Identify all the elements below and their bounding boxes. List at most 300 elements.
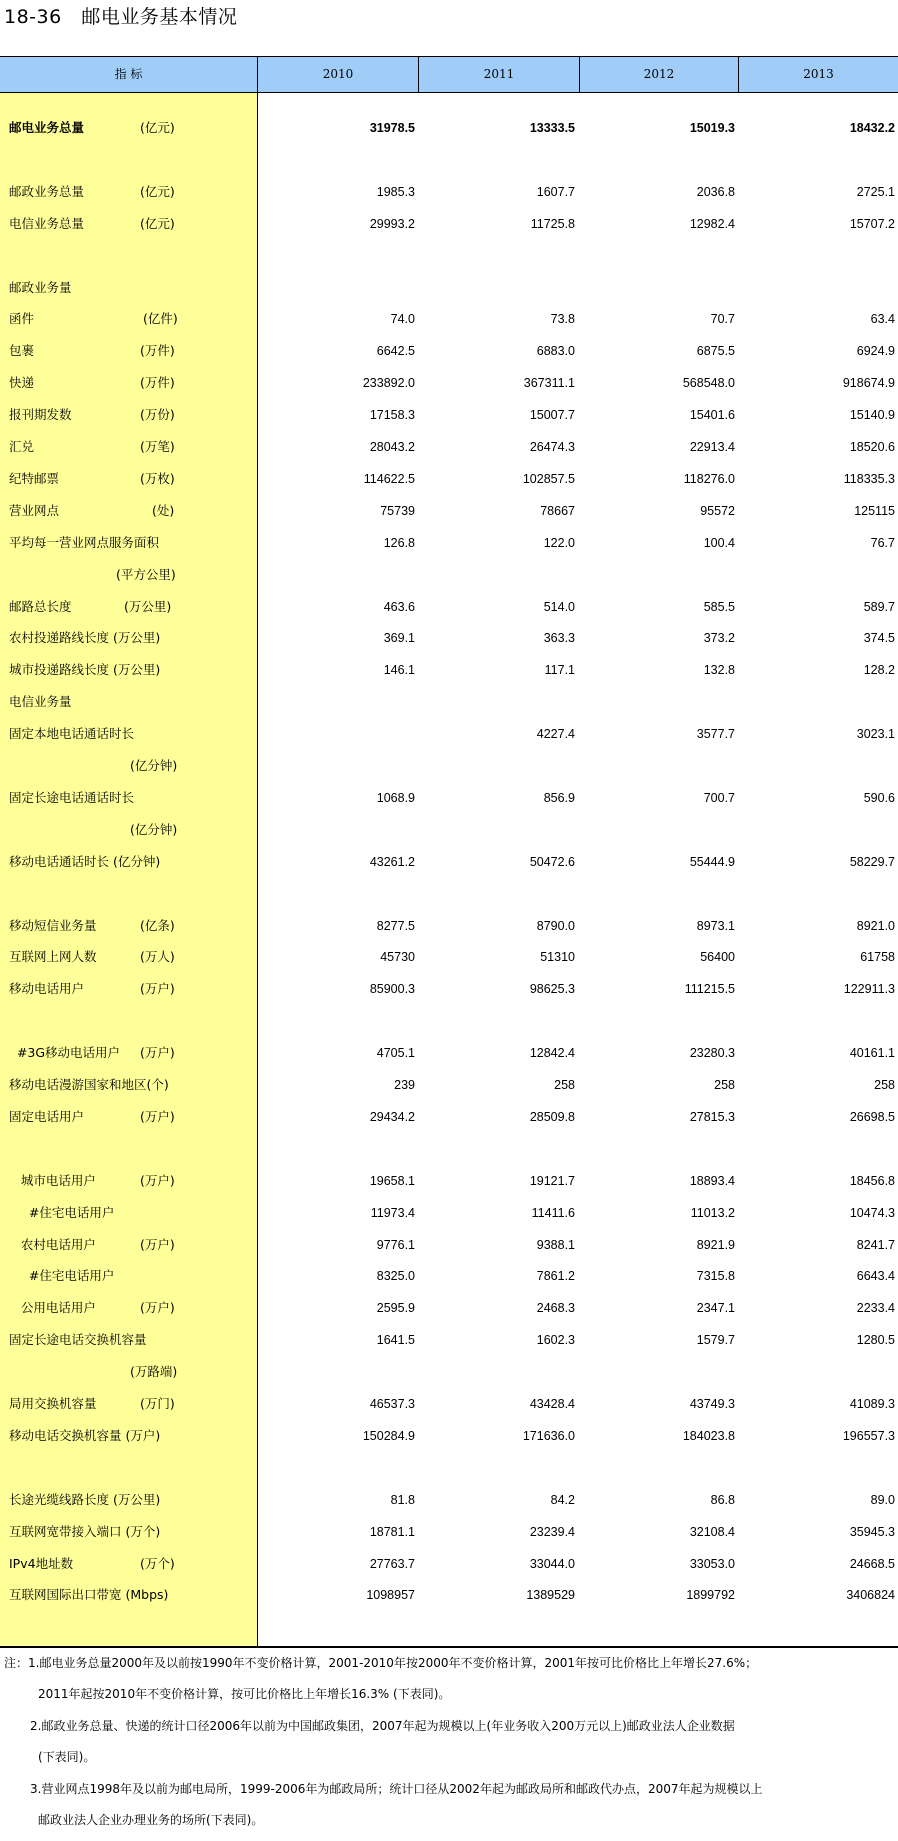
cell-2012 [585, 559, 735, 591]
cell-2013: 63.4 [870, 312, 895, 327]
row-label: 电信业务量 [9, 694, 72, 710]
cell-2012: 258 [714, 1078, 735, 1092]
cell-2013: 374.5 [863, 631, 895, 646]
header-year-2012: 2012 [643, 67, 675, 81]
cell-2010: 31978.5 [369, 121, 415, 135]
table-row [0, 941, 898, 973]
cell-2013 [745, 1005, 895, 1037]
cell-2010: 46537.3 [369, 1397, 415, 1411]
cell-2010: 1098957 [366, 1588, 415, 1603]
row-unit: (万人) [140, 949, 175, 965]
row-unit: (万件) [140, 343, 175, 359]
cell-2012: 184023.8 [682, 1428, 735, 1443]
cell-2013 [745, 559, 895, 591]
cell-2010: 150284.9 [362, 1428, 415, 1443]
cell-2011: 1607.7 [536, 184, 575, 199]
table-row [0, 1133, 898, 1165]
cell-2011 [425, 1005, 575, 1037]
table-row [0, 463, 898, 495]
row-label: 营业网点 [9, 502, 60, 518]
note-line: 3.营业网点1998年及以前为邮电局所，1999-2006年为邮政局所；统计口径从2002年起为邮政局所和邮政代办点，2007年起为规模以上 [30, 1782, 763, 1796]
row-unit: (处) [152, 502, 175, 518]
table-row [0, 622, 898, 654]
row-unit: (万件) [140, 375, 175, 391]
cell-2011: 11725.8 [530, 216, 575, 231]
row-label: 函件 [9, 311, 35, 327]
cell-2012 [585, 1005, 735, 1037]
cell-2012 [585, 814, 735, 846]
cell-2012: 18893.4 [689, 1173, 735, 1188]
cell-2013: 118335.3 [843, 471, 895, 486]
table-row [0, 1548, 898, 1580]
cell-2011 [425, 240, 575, 272]
cell-2012: 585.5 [703, 599, 735, 614]
row-label: 城市投递路线长度 (万公里) [9, 662, 161, 678]
cell-2011: 73.8 [550, 312, 575, 327]
row-label: 报刊期发数 [9, 407, 72, 423]
cell-2011: 258 [554, 1078, 575, 1092]
row-label: 固定长途电话交换机容量 [9, 1332, 147, 1348]
cell-2013: 24668.5 [849, 1556, 895, 1571]
cell-2011: 50472.6 [529, 854, 575, 869]
table-header [0, 56, 898, 93]
cell-2013: 18520.6 [849, 440, 895, 454]
cell-2013: 41089.3 [849, 1397, 895, 1411]
cell-2010 [265, 559, 415, 591]
cell-2010: 27763.7 [369, 1556, 415, 1571]
row-label: 平均每一营业网点服务面积 [9, 534, 160, 550]
cell-2012: 132.8 [703, 663, 735, 678]
cell-2012: 118276.0 [683, 471, 735, 486]
row-label: 城市电话用户 [9, 1172, 96, 1188]
table-row [0, 495, 898, 527]
cell-2011 [425, 144, 575, 176]
cell-2013 [745, 1452, 895, 1484]
cell-2013 [745, 686, 895, 718]
cell-2010 [265, 814, 415, 846]
cell-2013: 589.7 [863, 599, 895, 614]
cell-2010: 233892.0 [362, 376, 415, 391]
cell-2012: 373.2 [703, 631, 735, 646]
header-year-2011: 2011 [483, 67, 515, 81]
table-row [0, 1452, 898, 1484]
cell-2010 [265, 1452, 415, 1484]
cell-2013: 26698.5 [849, 1109, 895, 1124]
cell-2012 [585, 1452, 735, 1484]
cell-2011: 856.9 [543, 790, 575, 805]
cell-2011: 43428.4 [529, 1397, 575, 1411]
table-row [0, 718, 898, 750]
cell-2011 [425, 1356, 575, 1388]
table-row [0, 1292, 898, 1324]
row-label: 快递 [9, 375, 35, 391]
table-row [0, 1037, 898, 1069]
note-line: (下表同)。 [38, 1750, 96, 1764]
cell-2013: 58229.7 [849, 854, 895, 869]
cell-2013: 2233.4 [856, 1301, 895, 1316]
cell-2012: 55444.9 [689, 854, 735, 869]
cell-2010: 29434.2 [369, 1109, 415, 1124]
table-row [0, 367, 898, 399]
table-row [0, 1579, 898, 1611]
cell-2010: 239 [394, 1078, 415, 1092]
cell-2010: 2595.9 [376, 1301, 415, 1316]
row-unit: (万公里) [124, 598, 172, 614]
cell-2011: 6883.0 [536, 344, 575, 359]
table-row [0, 272, 898, 304]
cell-2011: 84.2 [550, 1492, 575, 1507]
cell-2010: 45730 [380, 950, 415, 965]
row-label: 局用交换机容量 [9, 1396, 97, 1411]
cell-2013: 6924.9 [856, 344, 895, 359]
cell-2013: 258 [874, 1078, 895, 1092]
cell-2010: 18781.1 [369, 1524, 415, 1539]
cell-2011: 1389529 [526, 1588, 575, 1603]
cell-2010 [265, 878, 415, 910]
cell-2010 [265, 272, 415, 304]
table-row [0, 399, 898, 431]
table-row [0, 1165, 898, 1197]
cell-2013: 122911.3 [843, 982, 895, 997]
cell-2010: 8277.5 [376, 918, 415, 933]
table-row [0, 1484, 898, 1516]
cell-2010: 146.1 [383, 663, 415, 678]
note-line: 2.邮政业务总量、快递的统计口径2006年以前为中国邮政集团，2007年起为规模以上(年业务收入200万元以上)邮政业法人企业数据 [30, 1719, 735, 1733]
cell-2010: 8325.0 [376, 1269, 415, 1284]
row-unit: (亿元) [140, 120, 175, 135]
cell-2013 [745, 878, 895, 910]
row-unit: (万户) [140, 981, 175, 997]
cell-2013 [745, 240, 895, 272]
row-label: 邮政业务量 [9, 279, 72, 295]
cell-2013: 125115 [854, 503, 895, 518]
cell-2012 [585, 686, 735, 718]
cell-2010 [265, 1356, 415, 1388]
table-row [0, 1197, 898, 1229]
cell-2010: 81.8 [390, 1492, 415, 1507]
cell-2011 [425, 750, 575, 782]
row-unit: (万户) [140, 1172, 175, 1188]
row-label: 固定长途电话通话时长 [9, 789, 135, 805]
table-row [0, 1260, 898, 1292]
cell-2010: 9776.1 [376, 1237, 415, 1252]
cell-2011: 98625.3 [529, 982, 575, 997]
row-label: 固定电话用户 [9, 1108, 85, 1124]
cell-2010: 463.6 [383, 599, 415, 614]
table-row [0, 750, 898, 782]
cell-2012: 95572 [700, 503, 735, 518]
cell-2011 [425, 272, 575, 304]
row-unit: (万枚) [140, 470, 175, 486]
cell-2012: 43749.3 [689, 1397, 735, 1411]
row-label: 包裹 [9, 343, 35, 359]
table-row [0, 240, 898, 272]
cell-2012: 111215.5 [684, 982, 735, 997]
cell-2011 [425, 1452, 575, 1484]
cell-2010 [265, 718, 415, 750]
row-label: 农村投递路线长度 (万公里) [9, 630, 161, 646]
cell-2013: 35945.3 [849, 1524, 895, 1539]
cell-2012: 2036.8 [696, 184, 735, 199]
cell-2012: 32108.4 [689, 1524, 735, 1539]
table-row [0, 176, 898, 208]
cell-2010: 74.0 [390, 312, 415, 327]
row-label: 汇兑 [9, 439, 35, 454]
row-label: IPv4地址数 [9, 1555, 74, 1571]
cell-2010: 369.1 [383, 631, 415, 646]
row-label: 移动电话用户 [9, 981, 85, 997]
cell-2013 [745, 272, 895, 304]
cell-2011 [425, 686, 575, 718]
cell-2011 [425, 1133, 575, 1165]
table-row [0, 1388, 898, 1420]
row-unit: (万户) [140, 1300, 175, 1316]
cell-2012: 70.7 [710, 312, 735, 327]
cell-2011: 102857.5 [522, 471, 575, 486]
cell-2011: 13333.5 [529, 121, 575, 135]
cell-2011: 4227.4 [536, 727, 575, 742]
cell-2011: 171636.0 [522, 1428, 575, 1443]
note-line: 注：1.邮电业务总量2000年及以前按1990年不变价格计算，2001-2010年按2000年不变价格计算，2001年按可比价格比上年增长27.6%； [4, 1656, 758, 1670]
cell-2012: 23280.3 [689, 1046, 735, 1061]
cell-2010: 1985.3 [376, 184, 415, 199]
cell-2013 [745, 1133, 895, 1165]
data-table [0, 56, 898, 1647]
row-unit: (万户) [140, 1045, 175, 1061]
row-label: #住宅电话用户 [9, 1204, 115, 1220]
table-row [0, 1356, 898, 1388]
row-unit: (万份) [140, 407, 175, 423]
cell-2012: 56400 [700, 950, 735, 965]
row-unit: (万户) [140, 1236, 175, 1252]
cell-2010 [265, 240, 415, 272]
cell-2012: 1579.7 [696, 1333, 735, 1348]
cell-2010: 28043.2 [369, 440, 415, 454]
row-unit: (亿条) [140, 917, 175, 933]
row-label: 邮政业务总量 [9, 183, 85, 199]
cell-2011: 33044.0 [529, 1556, 575, 1571]
cell-2010: 126.8 [383, 535, 415, 550]
table-row [0, 1005, 898, 1037]
cell-2011: 363.3 [543, 631, 575, 646]
cell-2010: 19658.1 [369, 1173, 415, 1188]
cell-2013: 196557.3 [842, 1428, 895, 1443]
table-row [0, 654, 898, 686]
cell-2013: 2725.1 [856, 184, 895, 199]
cell-2013: 10474.3 [849, 1205, 895, 1220]
cell-2012: 33053.0 [689, 1556, 735, 1571]
cell-2011: 28509.8 [529, 1109, 575, 1124]
cell-2012: 700.7 [703, 790, 735, 805]
cell-2011 [425, 559, 575, 591]
table-row [0, 559, 898, 591]
row-label: 邮电业务总量 [9, 120, 85, 135]
cell-2010: 1641.5 [376, 1333, 415, 1348]
cell-2013: 3406824 [846, 1588, 895, 1603]
cell-2012: 86.8 [710, 1492, 735, 1507]
row-label: 邮路总长度 [9, 598, 72, 614]
table-row [0, 1069, 898, 1101]
row-unit: (亿件) [143, 311, 178, 327]
cell-2011: 367311.1 [523, 376, 575, 391]
cell-2010 [265, 144, 415, 176]
cell-2012: 6875.5 [696, 344, 735, 359]
row-unit: (亿元) [140, 215, 175, 231]
cell-2013 [745, 814, 895, 846]
table-row [0, 303, 898, 335]
cell-2012: 8921.9 [696, 1237, 735, 1252]
cell-2013: 8241.7 [856, 1237, 895, 1252]
cell-2012: 100.4 [703, 535, 735, 550]
table-row [0, 973, 898, 1005]
table-bottom-border [0, 1646, 898, 1648]
row-unit: (万户) [140, 1108, 175, 1124]
cell-2010 [265, 1005, 415, 1037]
row-unit: (平方公里) [116, 566, 176, 582]
cell-2010: 17158.3 [369, 408, 415, 423]
table-row [0, 208, 898, 240]
cell-2010: 6642.5 [376, 344, 415, 359]
cell-2010 [265, 750, 415, 782]
cell-2011: 19121.7 [529, 1173, 575, 1188]
row-label: 电信业务总量 [9, 215, 85, 231]
table-row [0, 431, 898, 463]
row-unit: (万笔) [140, 439, 175, 454]
cell-2011: 15007.7 [529, 408, 575, 423]
cell-2010: 75739 [380, 503, 415, 518]
page-title: 18-36 邮电业务基本情况 [4, 6, 238, 28]
header-year-2013: 2013 [803, 67, 834, 81]
cell-2012: 15401.6 [689, 408, 735, 423]
table-row [0, 1324, 898, 1356]
cell-2013: 15140.9 [849, 408, 895, 423]
cell-2013: 61758 [860, 950, 895, 965]
row-label: 固定本地电话通话时长 [9, 726, 135, 742]
cell-2013: 1280.5 [856, 1333, 895, 1348]
table-row [0, 112, 898, 144]
table-row [0, 878, 898, 910]
cell-2010: 11973.4 [370, 1205, 415, 1220]
cell-2012 [585, 240, 735, 272]
table-row [0, 335, 898, 367]
note-line: 邮政业法人企业办理业务的场所(下表同)。 [38, 1813, 264, 1827]
row-label: 公用电话用户 [9, 1300, 96, 1316]
cell-2010 [265, 1133, 415, 1165]
cell-2012: 8973.1 [696, 918, 735, 933]
row-label: 农村电话用户 [9, 1236, 96, 1252]
cell-2013: 89.0 [870, 1492, 895, 1507]
cell-2013: 3023.1 [856, 727, 895, 742]
cell-2013: 6643.4 [856, 1269, 895, 1284]
row-label: #3G移动电话用户 [9, 1045, 121, 1061]
cell-2010 [265, 686, 415, 718]
header-year-2010: 2010 [322, 67, 354, 81]
header-indicator: 指 标 [114, 67, 143, 81]
cell-2012: 22913.4 [689, 440, 735, 454]
cell-2013 [745, 750, 895, 782]
cell-2012: 11013.2 [690, 1205, 735, 1220]
table-row [0, 1229, 898, 1261]
cell-2010: 1068.9 [376, 790, 415, 805]
row-unit: (万路端) [130, 1364, 178, 1380]
cell-2012: 12982.4 [689, 216, 735, 231]
cell-2010: 85900.3 [369, 982, 415, 997]
row-label: 移动电话交换机容量 (万户) [9, 1427, 161, 1443]
table-row [0, 527, 898, 559]
row-unit: (万门) [140, 1396, 175, 1411]
table-row [0, 782, 898, 814]
table-row [0, 591, 898, 623]
cell-2011: 23239.4 [529, 1524, 575, 1539]
cell-2011: 117.1 [544, 663, 575, 678]
cell-2011: 9388.1 [536, 1237, 575, 1252]
row-label: #住宅电话用户 [9, 1268, 115, 1284]
cell-2010: 43261.2 [369, 854, 415, 869]
table-row [0, 910, 898, 942]
row-unit: (亿分钟) [130, 821, 178, 837]
cell-2011: 12842.4 [529, 1046, 575, 1061]
row-label: 长途光缆线路长度 (万公里) [9, 1491, 161, 1507]
cell-2012: 15019.3 [689, 121, 735, 135]
row-label: 互联网国际出口带宽 (Mbps) [9, 1587, 169, 1603]
cell-2012 [585, 272, 735, 304]
cell-2010: 4705.1 [376, 1046, 415, 1061]
cell-2011: 11411.6 [531, 1205, 575, 1220]
cell-2012 [585, 1356, 735, 1388]
table-row [0, 1101, 898, 1133]
cell-2013 [745, 1356, 895, 1388]
row-unit: (亿元) [140, 183, 175, 199]
cell-2011: 78667 [540, 503, 575, 518]
cell-2012 [585, 1133, 735, 1165]
cell-2011: 26474.3 [529, 440, 575, 454]
cell-2012 [585, 144, 735, 176]
table-row [0, 846, 898, 878]
cell-2011 [425, 814, 575, 846]
cell-2011: 122.0 [543, 535, 575, 550]
cell-2011: 51310 [540, 950, 575, 965]
table-row [0, 814, 898, 846]
cell-2011: 1602.3 [536, 1333, 575, 1348]
cell-2013: 18432.2 [849, 121, 895, 135]
cell-2012: 1899792 [686, 1588, 735, 1603]
cell-2011 [425, 878, 575, 910]
row-label: 纪特邮票 [9, 470, 60, 486]
row-label: 移动短信业务量 [9, 917, 97, 933]
cell-2010: 114622.5 [363, 471, 415, 486]
cell-2013: 590.6 [863, 790, 895, 805]
cell-2013: 918674.9 [842, 376, 895, 391]
row-unit: (万个) [140, 1555, 175, 1571]
cell-2011: 514.0 [543, 599, 575, 614]
cell-2011: 7861.2 [536, 1269, 575, 1284]
cell-2012: 2347.1 [696, 1301, 735, 1316]
cell-2012: 27815.3 [689, 1109, 735, 1124]
row-unit: (亿分钟) [130, 758, 178, 773]
cell-2013: 8921.0 [856, 918, 895, 933]
table-row [0, 144, 898, 176]
row-label: 移动电话通话时长 (亿分钟) [9, 853, 161, 869]
cell-2012 [585, 750, 735, 782]
cell-2013: 128.2 [863, 663, 895, 678]
cell-2011: 2468.3 [536, 1301, 575, 1316]
row-label: 移动电话漫游国家和地区(个) [9, 1077, 169, 1092]
row-label: 互联网宽带接入端口 (万个) [9, 1523, 161, 1539]
cell-2011: 8790.0 [536, 918, 575, 933]
table-row [0, 1516, 898, 1548]
cell-2012: 568548.0 [682, 376, 735, 391]
cell-2012: 7315.8 [696, 1269, 735, 1284]
